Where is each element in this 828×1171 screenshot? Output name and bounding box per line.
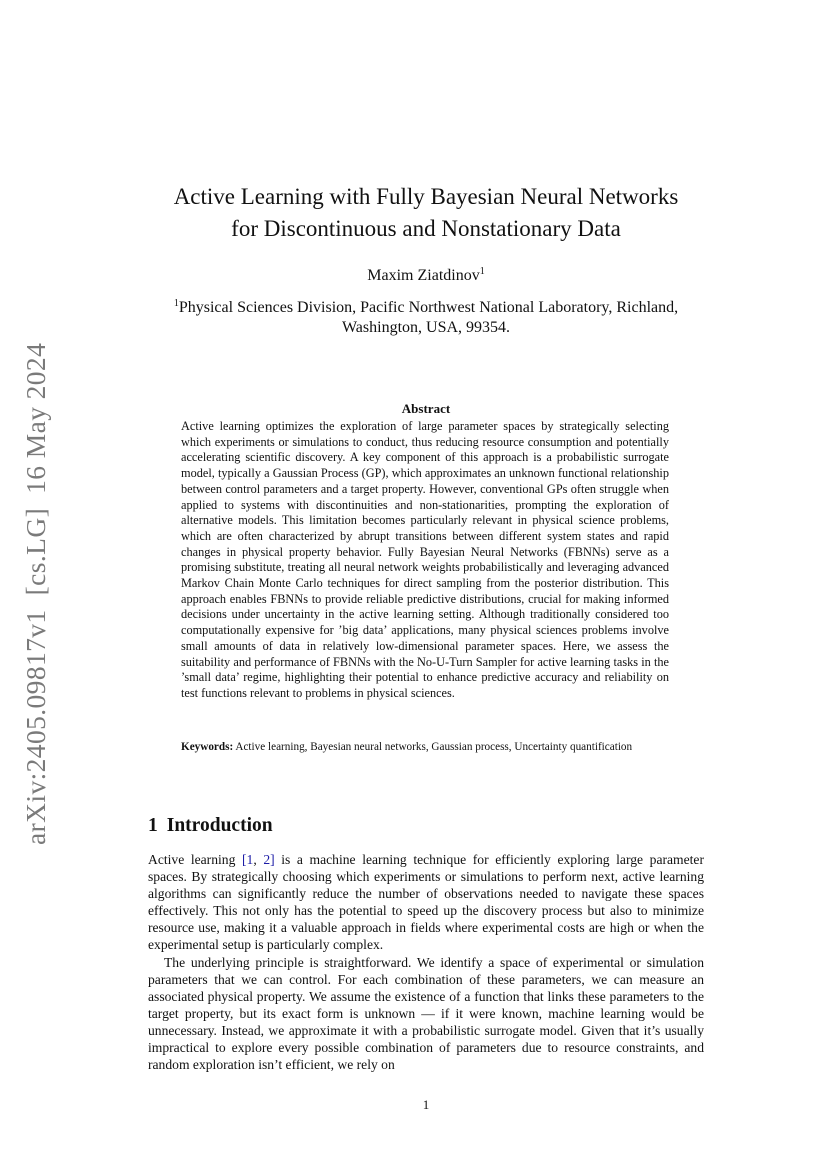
citation-bracket-open: [ xyxy=(241,852,247,867)
keywords-list: Active learning, Bayesian neural networks, Gaussian process, Uncertainty quantification xyxy=(235,741,633,753)
affiliation-text: Physical Sciences Division, Pacific Northwest National Laboratory, Richland, Washington, USA, 99354. xyxy=(178,299,679,336)
title-line-2: for Discontinuous and Nonstationary Data xyxy=(231,216,621,241)
affiliation-mark: 1 xyxy=(173,298,179,309)
intro-paragraph-2: The underlying principle is straightforward. We identify a space of experimental or simulation parameters that we can control. For each combination of these parameters, we can measure an associated physical property. We assume the existence of a function that links these parameters to the target property, but its exact form is unknown — if it were known, machine learning would be unnecessary. Instead, we approximate it with a probabilistic surrogate model. Given that it’s usually impractical to explore every possible combination of parameters due to resource constraints, and random exploration isn’t efficient, we rely on xyxy=(148,955,704,1072)
author-name: Maxim Ziatdinov xyxy=(367,267,480,284)
intro-paragraph-1: Active learning [1, 2] is a machine learning technique for efficiently exploring large parameter spaces. By strategically choosing which experiments or simulations to perform next, active learning algorithms can significantly reduce the number of observations needed to navigate these spaces effectively. This not only has the potential to speed up the discovery process but also to minimize resource use, making it a valuable approach in fields where experimental costs are high or when the experimental setup is particularly complex. xyxy=(148,852,704,952)
arxiv-id: arXiv:2405.09817v1 xyxy=(20,609,51,845)
abstract-heading: Abstract xyxy=(401,401,451,416)
author-affiliation-mark: 1 xyxy=(479,266,485,277)
citation-link-1[interactable]: 1 xyxy=(246,852,254,867)
title-line-1: Active Learning with Fully Bayesian Neural Networks xyxy=(173,184,679,209)
paper-title xyxy=(148,181,704,245)
introduction-body xyxy=(148,851,704,1073)
page-number: 1 xyxy=(422,1097,430,1112)
section-title: Introduction xyxy=(166,815,273,836)
abstract-text: Active learning optimizes the exploration of large parameter spaces by strategically selecting which experiments or simulations to conduct, thus reducing resource consumption and potentially accelerating scientific discovery. A key component of this approach is a probabilistic surrogate model, typically a Gaussian Process (GP), which approximates an unknown functional relationship between control parameters and a target property. However, conventional GPs often struggle when applied to systems with discontinuities and non-stationarities, prompting the exploration of alternative models. This limitation becomes particularly relevant in physical science problems, which are often characterized by abrupt transitions between different system states and rapid changes in physical property behavior. Fully Bayesian Neural Networks (FBNNs) serve as a promising substitute, treating all neural network weights probabilistically and leveraging advanced Markov Chain Monte Carlo techniques for direct sampling from the posterior distribution. This approach enables FBNNs to provide reliable predictive distributions, crucial for making informed decisions under uncertainty in the active learning setting. Although traditionally considered too computationally expensive for ’big data’ applications, many physical sciences problems involve small amounts of data in relatively low-dimensional parameter spaces. Here, we assess the suitability and performance of FBNNs with the No-U-Turn Sampler for active learning tasks in the ’small data’ regime, highlighting their potential to enhance predictive accuracy and reliability on test functions relevant to problems in physical sciences. xyxy=(181,419,669,700)
section-number: 1 xyxy=(148,815,158,836)
citation-bracket-close: ] xyxy=(270,852,275,867)
keywords-label: Keywords: xyxy=(181,741,234,753)
section-heading-introduction xyxy=(148,815,273,837)
arxiv-category: [cs.LG] xyxy=(20,507,51,596)
citation-link-2[interactable]: 2 xyxy=(263,852,271,867)
keywords xyxy=(181,740,669,754)
affiliation xyxy=(148,298,704,338)
arxiv-date: 16 May 2024 xyxy=(20,342,51,494)
arxiv-identifier-stamp xyxy=(20,329,52,845)
author-line xyxy=(148,267,704,285)
